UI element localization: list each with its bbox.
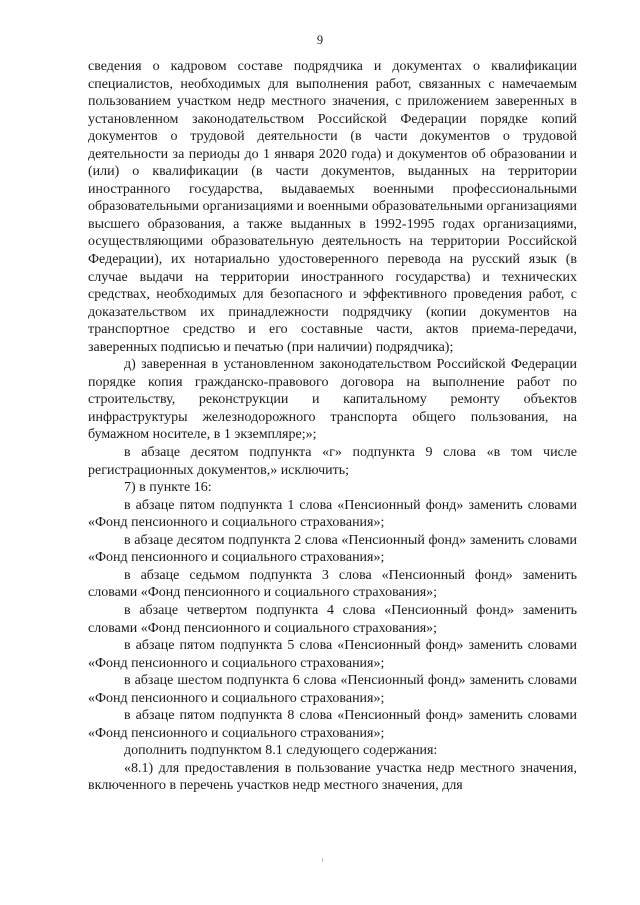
paragraph-amendment-subitem-1: в абзаце пятом подпункта 1 слова «Пенсионный фонд» заменить словами «Фонд пенсионного и социального страхования»; [88,497,577,531]
page-number: 9 [316,33,324,47]
paragraph-amendment-subitem-6: в абзаце шестом подпункта 6 слова «Пенсионный фонд» заменить словами «Фонд пенсионного и социального страхования»; [88,673,577,706]
paragraph-amendment-subitem-g: в абзаце десятом подпункта «г» подпункта 9 слова «в том числе регистрационных документов,» исключить; [88,445,577,478]
paragraph-amendment-subitem-3: в абзаце седьмом подпункта 3 слова «Пенсионный фонд» заменить словами «Фонд пенсионного и социального страхования»; [88,567,577,601]
document-body [88,58,577,795]
paragraph-item-d: д) заверенная в установленном законодательством Российской Федерации порядке копия гражданско-правового договора на выполнение работ по строительству, реконструкции и капитальному ремонту объектов инфраструктуры железнодорожного транспорта общего пользования, на бумажном носителе, в 1 экземпляре;»; [88,357,577,443]
paragraph-amendment-subitem-5: в абзаце пятом подпункта 5 слова «Пенсионный фонд» заменить словами «Фонд пенсионного и социального страхования»; [88,638,577,671]
paragraph-add-subitem-8-1: дополнить подпунктом 8.1 следующего содержания: [124,743,438,759]
paragraph-qualification-info: сведения о кадровом составе подрядчика и документах о квалификации специалистов, необходимых для выполнения работ, связанных с намечаемым пользованием участком недр местного значения, с приложением заверенных в установленном законодательством Российской Федерации порядке копий документов о трудовой деятельности (в части документов о трудовой деятельности за периоды до 1 января 2020 года) и документов об образовании и (или) о квалификации (в части документов, выданных на территории иностранного государства, выдаваемых военными профессиональными образовательными организациями и военными образовательными организациями высшего образования, а также выданных в 1992-1995 годах организациями, осуществляющими образовательную деятельность на территории Российской Федерации), их нотариально удостоверенного перевода на русский язык (в случае выдачи на территории иностранного государства) и технических средствах, необходимых для безопасного и эффективного проведения работ, с доказательством их принадлежности подрядчику (копии документов на транспортное средство и его составные части, актов приема-передачи, заверенных подписью и печатью (при наличии) подрядчика); [88,59,577,355]
paragraph-amendment-subitem-4: в абзаце четвертом подпункта 4 слова «Пенсионный фонд» заменить словами «Фонд пенсионного и социального страхования»; [88,602,577,636]
paragraph-amendment-subitem-2: в абзаце десятом подпункта 2 слова «Пенсионный фонд» заменить словами «Фонд пенсионного и социального страхования»; [88,532,577,566]
scan-artifact [322,858,323,862]
paragraph-amendment-subitem-8: в абзаце пятом подпункта 8 слова «Пенсионный фонд» заменить словами «Фонд пенсионного и социального страхования»; [88,708,577,741]
paragraph-subitem-8-1-text: «8.1) для предоставления в пользование участка недр местного значения, включенного в перечень участков недр местного значения, для [88,760,577,794]
paragraph-point-16-heading: 7) в пункте 16: [124,480,212,496]
